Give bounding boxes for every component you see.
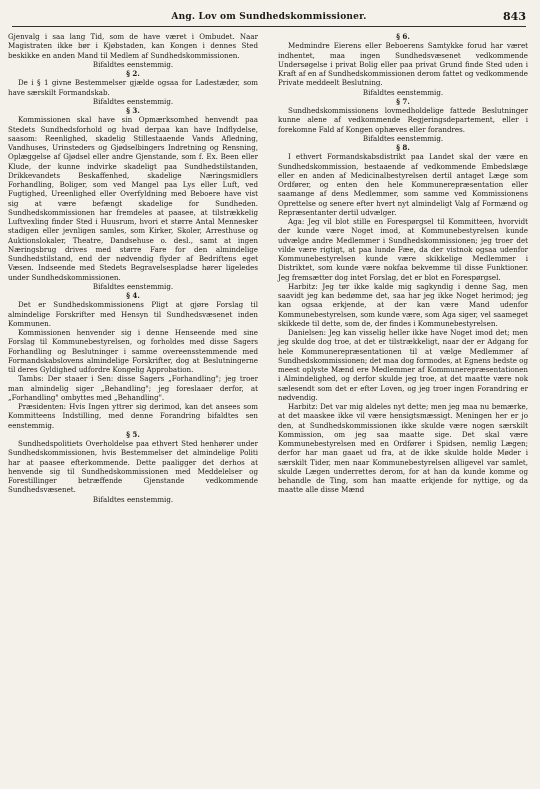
paragraph: Sundhedskommissionens lovmedholdelige fattede Beslutninger kunne alene af vedkommende Regjeringsdepartement, eller i forekomne Fald af Kongen ophæves eller forandres. xyxy=(278,106,528,134)
paragraph: Harbitz: Jeg tør ikke kalde mig sagkyndig i denne Sag, men saavidt jeg kan bedømme det, saa har jeg ikke Noget herimod; jeg kan ogsaa erkjende, at der kan være Mand udenfor Kommunebestyrelsen, som kunde være, som Aga siger, vel saameget skikkede til dette, som de, der findes i Kommunebestyrelsen. xyxy=(278,281,528,328)
resolution-note: Bifaldtes eenstemmig. xyxy=(92,96,174,106)
right-column xyxy=(278,32,528,495)
resolution-note: Bifaldtes eenstemmig. xyxy=(92,281,174,291)
resolution-note: Bifaldtes eenstemmig. xyxy=(362,87,444,97)
section-heading: § 2. xyxy=(126,69,140,78)
paragraph: De i § 1 givne Bestemmelser gjælde ogsaa for Ladestæder, som have særskilt Formandskab. xyxy=(8,78,258,97)
section-heading: § 3. xyxy=(126,106,140,115)
paragraph: Harbitz: Det var mig aldeles nyt dette; men jeg maa nu bemærke, at det maaskee ikke vil være hensigtsmæssigt. Meningen her er jo den, at Sundhedskommissionen ikke skulde være nogen særskilt Kommission, om jeg saa maatte sige. Det skal være Kommunebestyrelsen med en Ordfører i Spidsen, nemlig Lægen; derfor har man gaaet ud fra, at de ikke skulde holde Møder i særskilt Tider, men naar Kommunebestyrelsen alligevel var samlet, skulde Lægen underrettes derom, for at han da kunde komme og behandle de Ting, som han maatte erkjende for nyttige, og da maatte alle disse Mænd xyxy=(278,402,528,495)
paragraph: Det er Sundhedskommissionens Pligt at gjøre Forslag til almindelige Forskrifter med Hensyn til Sundhedsvæsenet inden Kommunen. xyxy=(8,300,258,328)
paragraph: Aga: Jeg vil blot stille en Forespørgsel til Kommitteen, hvorvidt der kunde være Noget imod, at Kommunebestyrelsen kunde udvælge andre Medlemmer i Sundhedskommissionen; jeg troer det vilde være rigtigt, at paa lunde Fæe, da der vistnok ogsaa udenfor Kommunebestyrelsen kunde være skikkelige Medlemmer i Distriktet, som kunde være nokfaa bekvemme til disse Funktioner. Jeg fremsætter dog intet Forslag, det er blot en Forespørgsel. xyxy=(278,217,528,282)
paragraph: Medmindre Eierens eller Beboerens Samtykke forud har været indhentet, maa ingen Sundhedsvæsenet vedkommende Undersøgelse i privat Bolig eller paa privat Grund finde Sted uden i Kraft af en af Sundhedskommissionen derom fattet og vedkommende Private meddeelt Beslutning. xyxy=(278,41,528,88)
resolution-note: Bifaldtes eenstemmig. xyxy=(92,59,174,69)
paragraph: Kommissionen henvender sig i denne Henseende med sine Forslag til Kommunebestyrelsen, og forholdes med disse Sagers Forhandling og Beslutninger i samme overeensstemmende med Formandskabslovens almindelige Forskrifter, dog at Beslutningerne til deres Gyldighed udfordre Kongelig Approbation. xyxy=(8,328,258,374)
section-heading: § 5. xyxy=(126,429,140,439)
paragraph: Præsidenten: Hvis Ingen yttrer sig derimod, kan det ansees som Kommitteens Indstilling, med denne Forandring bifaldtes sen eenstemmig. xyxy=(8,402,258,430)
page-header xyxy=(12,10,526,27)
paragraph: Tambs: Der staaer i Sen: disse Sagers „Forhandling"; jeg troer man almindelig siger „Behandling"; jeg foreslaaer derfor, at „Forhandling" ombyttes med „Behandling". xyxy=(8,374,258,402)
section-heading: § 6. xyxy=(396,32,410,41)
section-heading: § 4. xyxy=(126,291,140,300)
resolution-note: Bifaldtes eenstemmig. xyxy=(92,494,174,504)
paragraph: Sundhedspolitiets Overholdelse paa ethvert Sted henhører under Sundhedskommissionen, hvis Bestemmelser det almindelige Politi har at paasee efterkommende. Dette paaligger det derhos at henvende sig til Sundhedskommissionen med Meddelelser og Forestillinger betræffende Gjenstande vedkommende Sundhedsvæsenet. xyxy=(8,439,258,495)
paragraph: I ethvert Formandskabsdistrikt paa Landet skal der være en Sundhedskommission, bestaaende af vedkommende Embedslæge eller en anden af Medicinalbestyrelsen dertil antaget Læge som Ordfører, og enten den hele Kommunerepræsentation eller saamange af dens Medlemmer, som samme ved Kommissionens Oprettelse og senere efter hvert nyt almindeligt Valg af Formænd og Repræsentanter dertil udvælger. xyxy=(278,152,528,217)
left-column xyxy=(8,32,258,504)
section-heading: § 7. xyxy=(396,96,410,106)
resolution-note: Bifaldtes eenstemmig. xyxy=(362,133,444,143)
running-title: Ang. Lov om Sundhedskommissioner. xyxy=(171,12,367,22)
paragraph: Gjenvalg i saa lang Tid, som de have været i Ombudet. Naar Magistraten ikke bør i Kjøbstaden, kan Kongen i dennes Sted beskikke en anden Mand til Medlem af Sundhedskommissionen. xyxy=(8,32,258,60)
paragraph: Danielsen: Jeg kan visselig heller ikke have Noget imod det; men jeg skulde dog troe, at det er tilstrækkeligt, naar der er Adgang for hele Kommunerepræsentationen til at vælge Medlemmer af Sundhedskommissionen; det maa dog formodes, at Egnens bedste og meest oplyste Mænd ere Medlemmer af Kommunerepræsentationen i Almindelighed, og derfor skulde jeg troe, at det maatte være nok sælesendt som det er efter Loven, og jeg troer ingen Forandring er nødvendig. xyxy=(278,328,528,402)
paragraph: Kommissionen skal have sin Opmærksomhed henvendt paa Stedets Sundhedsforhold og hvad derpaa kan have Indflydelse, saasom: Reenlighed, skadelig Stillestaaende Vands Afledning, Vandhuses, Urinsteders og Gjødselbingers Indretning og Rensning, Oplæggelse af Gjødsel eller andre Gjenstande, som f. Ex. Been eller Klude, der kunne indvirke skadeligt paa Sundhedstilstanden, Drikkevandets Beskaffenhed, skadelige Næringsmidlers Forhandling, Boliger, som ved Mangel paa Lys eller Luft, ved Fugtighed, Ureenlighed eller Overfyldning med Beboere have vist sig at være befængt skadelige for Sundheden. Sundhedskommissionen har fremdeles at paasee, at tilstrækkelig Luftvexling finder Sted i Huusrum, hvori et større Antal Mennesker stadigen eller jevnligen samles, som Kirker, Skoler, Arresthuse og Auktionslokaler, Theatre, Dandsehuse o. desl., samt at ingen Næringsbrug drives med større Fare for den almindelige Sundhedstilstand, end der nødvendig flyder af Bedriftens eget Væsen. Indseende med Stedets Begravelsespladse hører ligeledes under Sundhedskommissionen. xyxy=(8,115,258,282)
page-number: 843 xyxy=(503,10,526,23)
section-heading: § 8. xyxy=(396,143,410,152)
